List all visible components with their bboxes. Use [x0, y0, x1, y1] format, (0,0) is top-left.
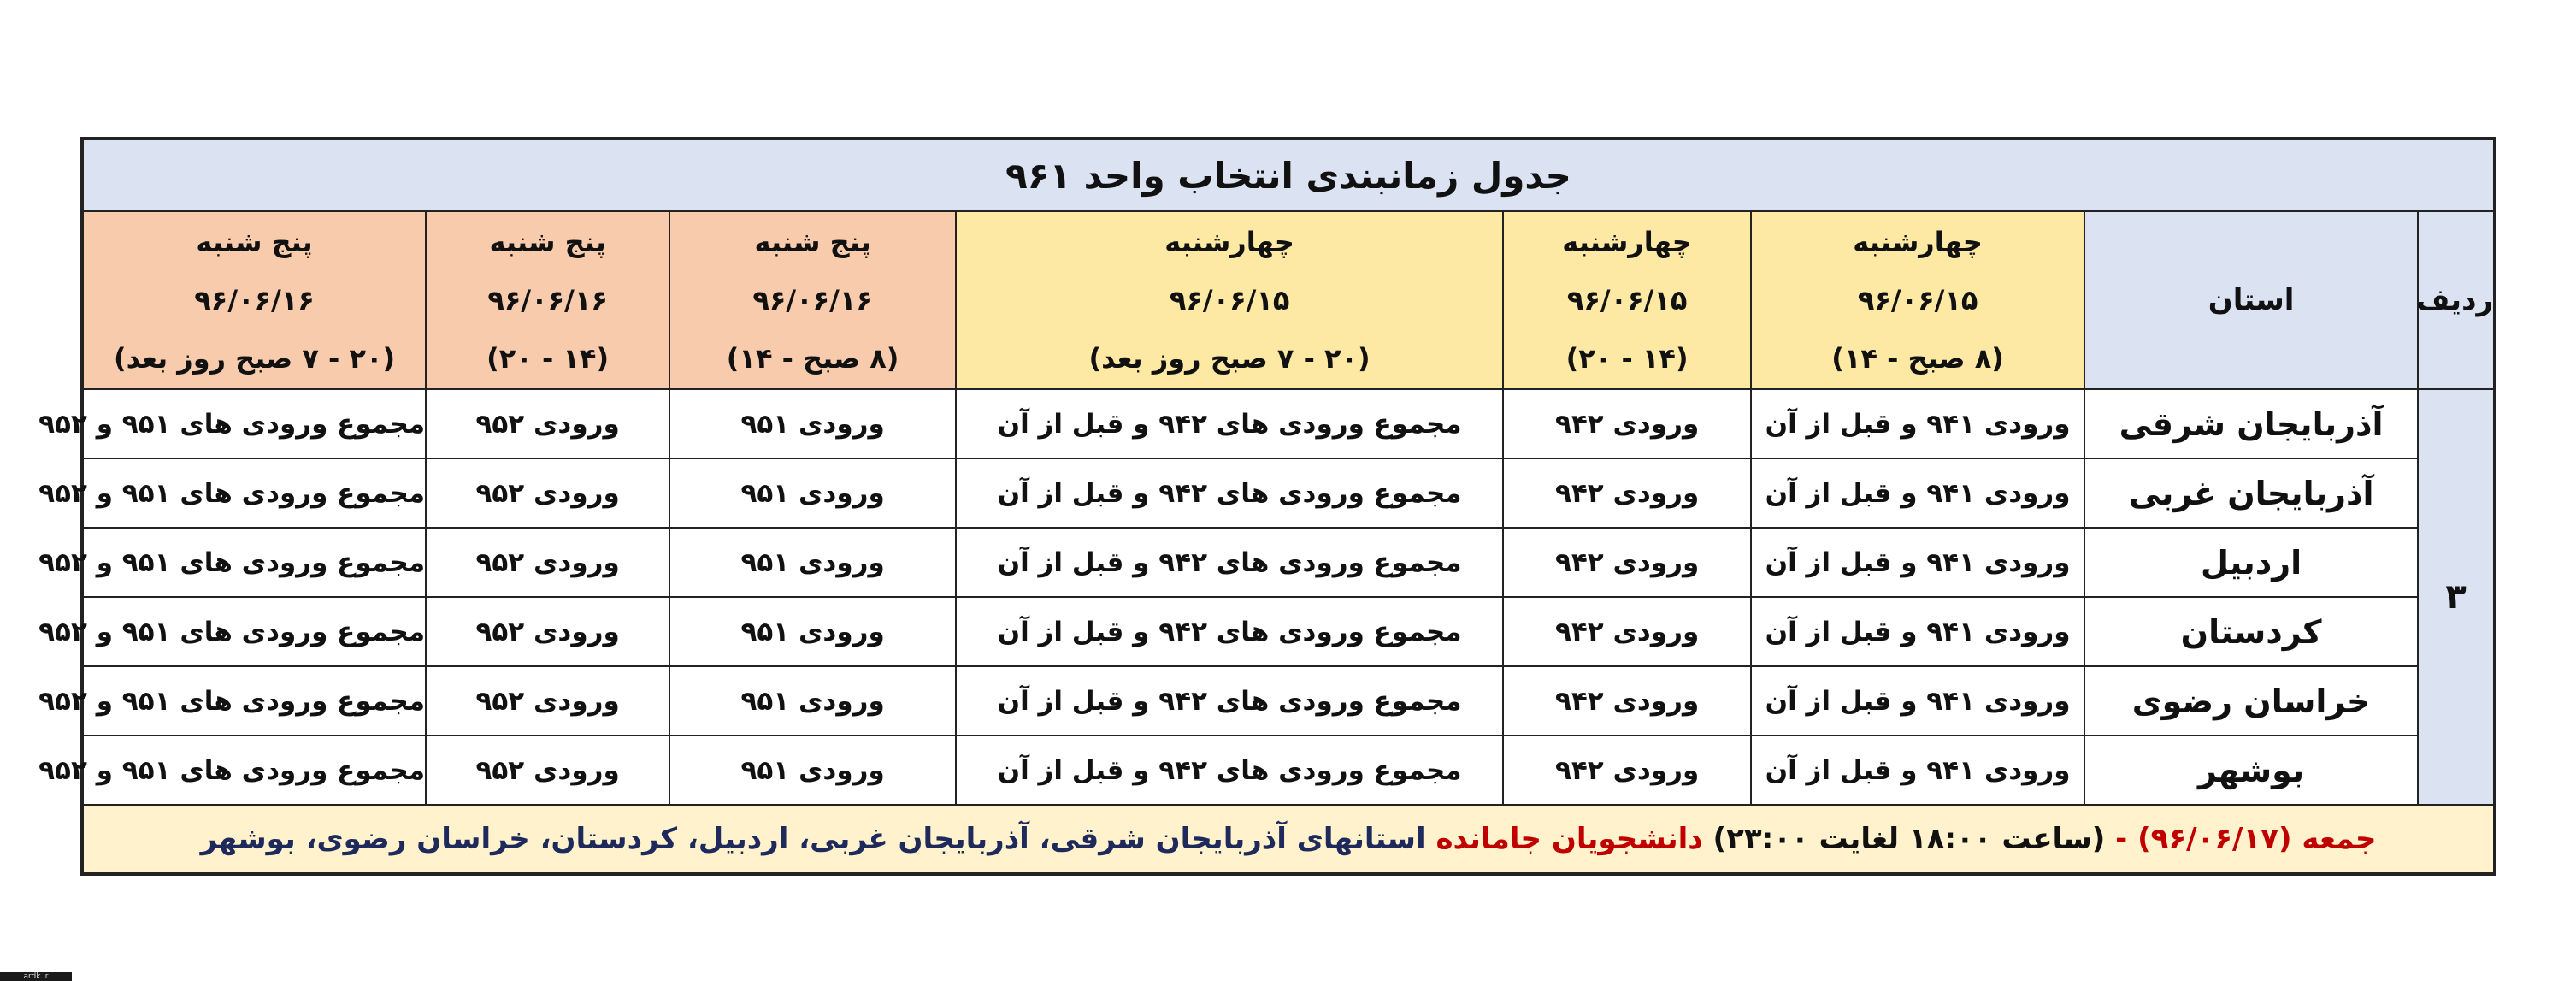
header-slot-4	[669, 211, 956, 389]
schedule-cell: مجموع ورودی های ۹۴۲ و قبل از آن	[956, 666, 1503, 736]
row-number: ۳	[2418, 389, 2495, 805]
schedule-cell: ورودی ۹۵۲	[426, 736, 669, 805]
footer-provinces: استانهای آذربایجان شرقی، آذربایجان غربی، اردبیل، کردستان، خراسان رضوی، بوشهر	[200, 822, 1426, 856]
title-row	[82, 139, 2495, 211]
schedule-cell: ورودی ۹۵۲	[426, 458, 669, 528]
schedule-table-wrapper	[38, 137, 2494, 876]
schedule-cell: ورودی ۹۵۲	[426, 597, 669, 666]
slot-date: ۹۶/۰۶/۱۵	[1857, 284, 1978, 316]
table-title: جدول زمانبندی انتخاب واحد ۹۶۱	[82, 139, 2495, 211]
schedule-cell: مجموع ورودی های ۹۴۲ و قبل از آن	[956, 389, 1503, 458]
province-cell: آذربایجان شرقی	[2084, 389, 2418, 458]
header-slot-2	[1503, 211, 1751, 389]
table-row	[82, 666, 2495, 736]
header-row	[82, 211, 2495, 389]
schedule-cell: ورودی ۹۵۱	[669, 528, 956, 597]
schedule-cell: ورودی ۹۵۱	[669, 736, 956, 805]
header-slot-5	[426, 211, 669, 389]
schedule-cell: ورودی ۹۵۲	[426, 528, 669, 597]
footer-hours: (ساعت ۱۸:۰۰ لغایت ۲۳:۰۰)	[1702, 822, 2106, 856]
slot-day: چهارشنبه	[1853, 226, 1983, 258]
table-row	[82, 528, 2495, 597]
schedule-cell: مجموع ورودی های ۹۵۱ و ۹۵۲	[82, 736, 426, 805]
schedule-cell: ورودی ۹۵۲	[426, 666, 669, 736]
province-cell: بوشهر	[2084, 736, 2418, 805]
schedule-cell: ورودی ۹۴۱ و قبل از آن	[1751, 666, 2084, 736]
footer-date: جمعه (۹۶/۰۶/۱۷) -	[2105, 822, 2377, 856]
schedule-cell: مجموع ورودی های ۹۵۱ و ۹۵۲	[82, 389, 426, 458]
province-cell: آذربایجان غربی	[2084, 458, 2418, 528]
schedule-cell: مجموع ورودی های ۹۴۲ و قبل از آن	[956, 528, 1503, 597]
slot-time: (۱۴ - ۲۰)	[1565, 342, 1689, 375]
slot-date: ۹۶/۰۶/۱۶	[487, 284, 608, 316]
schedule-cell: ورودی ۹۴۱ و قبل از آن	[1751, 528, 2084, 597]
slot-time: (۸ صبح - ۱۴)	[726, 342, 899, 375]
schedule-cell: ورودی ۹۵۱	[669, 597, 956, 666]
schedule-cell: مجموع ورودی های ۹۴۲ و قبل از آن	[956, 736, 1503, 805]
schedule-cell: ورودی ۹۴۱ و قبل از آن	[1751, 597, 2084, 666]
slot-time: (۸ صبح - ۱۴)	[1831, 342, 2004, 375]
province-cell: اردبیل	[2084, 528, 2418, 597]
slot-date: ۹۶/۰۶/۱۶	[194, 284, 315, 316]
table-row	[82, 597, 2495, 666]
slot-date: ۹۶/۰۶/۱۵	[1566, 284, 1688, 316]
province-cell: کردستان	[2084, 597, 2418, 666]
slot-day: پنج شنبه	[754, 226, 871, 258]
schedule-cell: ورودی ۹۵۱	[669, 666, 956, 736]
header-slot-1	[1751, 211, 2084, 389]
schedule-cell: ورودی ۹۴۱ و قبل از آن	[1751, 458, 2084, 528]
schedule-cell: مجموع ورودی های ۹۵۱ و ۹۵۲	[82, 666, 426, 736]
slot-day: چهارشنبه	[1562, 226, 1692, 258]
header-slot-6	[82, 211, 426, 389]
table-row	[82, 736, 2495, 805]
schedule-cell: ورودی ۹۵۱	[669, 389, 956, 458]
slot-day: پنج شنبه	[489, 226, 606, 258]
province-cell: خراسان رضوی	[2084, 666, 2418, 736]
schedule-cell: مجموع ورودی های ۹۵۱ و ۹۵۲	[82, 458, 426, 528]
schedule-cell: ورودی ۹۴۲	[1503, 736, 1751, 805]
schedule-cell: ورودی ۹۵۲	[426, 389, 669, 458]
schedule-cell: مجموع ورودی های ۹۴۲ و قبل از آن	[956, 458, 1503, 528]
schedule-cell: ورودی ۹۴۱ و قبل از آن	[1751, 736, 2084, 805]
table-row	[82, 458, 2495, 528]
watermark-logo: ardk.ir	[0, 972, 72, 981]
slot-date: ۹۶/۰۶/۱۵	[1169, 284, 1290, 316]
slot-time: (۲۰ - ۷ صبح روز بعد)	[113, 342, 396, 375]
schedule-cell: ورودی ۹۵۱	[669, 458, 956, 528]
header-row-no: ردیف	[2418, 211, 2495, 389]
header-slot-3	[956, 211, 1503, 389]
schedule-cell: ورودی ۹۴۲	[1503, 666, 1751, 736]
schedule-cell: ورودی ۹۴۲	[1503, 528, 1751, 597]
header-province: استان	[2084, 211, 2418, 389]
slot-time: (۲۰ - ۷ صبح روز بعد)	[1088, 342, 1371, 375]
slot-day: چهارشنبه	[1164, 226, 1294, 258]
schedule-cell: ورودی ۹۴۲	[1503, 458, 1751, 528]
table-row	[82, 389, 2495, 458]
slot-date: ۹۶/۰۶/۱۶	[752, 284, 873, 316]
schedule-table	[38, 137, 2496, 876]
footer-row	[82, 805, 2495, 874]
schedule-cell: ورودی ۹۴۲	[1503, 389, 1751, 458]
footer-group: دانشجویان جامانده	[1425, 822, 1703, 856]
slot-time: (۱۴ - ۲۰)	[486, 342, 610, 375]
schedule-cell: مجموع ورودی های ۹۵۱ و ۹۵۲	[82, 597, 426, 666]
schedule-cell: ورودی ۹۴۱ و قبل از آن	[1751, 389, 2084, 458]
footer-note	[82, 805, 2495, 874]
schedule-cell: مجموع ورودی های ۹۴۲ و قبل از آن	[956, 597, 1503, 666]
schedule-cell: ورودی ۹۴۲	[1503, 597, 1751, 666]
schedule-cell: مجموع ورودی های ۹۵۱ و ۹۵۲	[82, 528, 426, 597]
slot-day: پنج شنبه	[196, 226, 313, 258]
